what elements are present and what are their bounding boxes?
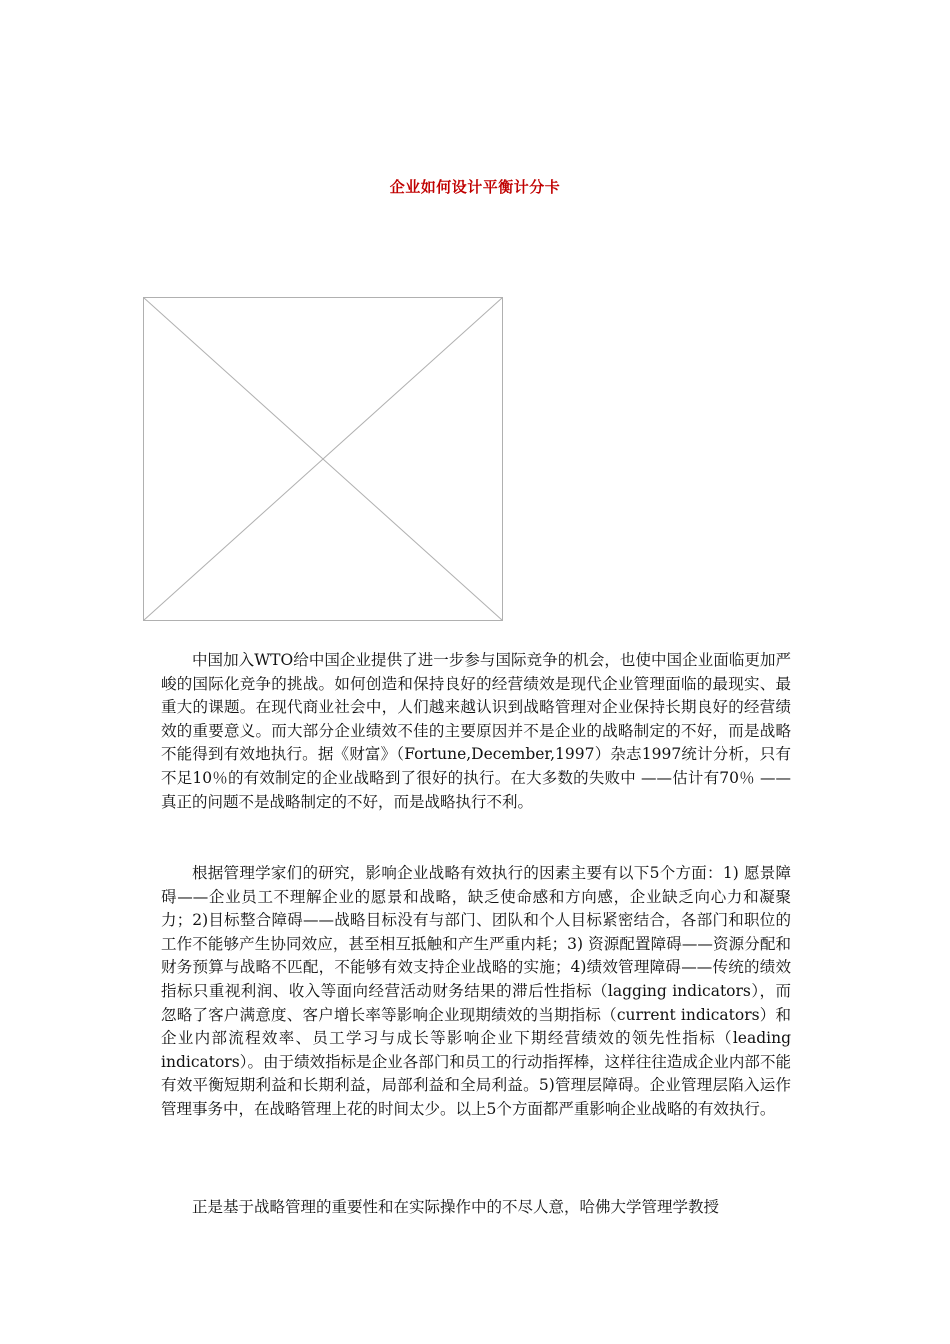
broken-image-icon xyxy=(143,297,503,621)
paragraph-factors: 根据管理学家们的研究，影响企业战略有效执行的因素主要有以下5个方面：1) 愿景障碍——企业员工不理解企业的愿景和战略，缺乏使命感和方向感，企业缺乏向心力和凝聚力；2)目标整合障碍——战略目标没有与部门、团队和个人目标紧密结合，各部门和职位的工作不能够产生协同效应，甚至相互抵触和产生严重内耗；3) 资源配置障碍——资源分配和财务预算与战略不匹配，不能够有效支持企业战略的实施；4)绩效管理障碍——传统的绩效指标只重视利润、收入等面向经营活动财务结果的滞后性指标（lagging indicators），而忽略了客户满意度、客户增长率等影响企业现期绩效的当期指标（current indicators）和企业内部流程效率、员工学习与成长等影响企业下期经营绩效的领先性指标（leading indicators）。由于绩效指标是企业各部门和员工的行动指挥棒，这样往往造成企业内部不能有效平衡短期利益和长期利益，局部利益和全局利益。5)管理层障碍。企业管理层陷入运作管理事务中，在战略管理上花的时间太少。以上5个方面都严重影响企业战略的有效执行。 xyxy=(161,864,791,1118)
document-title: 企业如何设计平衡计分卡 xyxy=(389,178,561,196)
image-placeholder xyxy=(143,297,503,621)
paragraph-continuation: 正是基于战略管理的重要性和在实际操作中的不尽人意，哈佛大学管理学教授 xyxy=(192,1198,720,1216)
paragraph-intro: 中国加入WTO给中国企业提供了进一步参与国际竞争的机会，也使中国企业面临更加严峻的国际化竞争的挑战。如何创造和保持良好的经营绩效是现代企业管理面临的最现实、最重大的课题。在现代商业社会中，人们越来越认识到战略管理对企业保持长期良好的经营绩效的重要意义。而大部分企业绩效不佳的主要原因并不是企业的战略制定的不好，而是战略不能得到有效地执行。据《财富》（Fortune,December,1997）杂志1997统计分析，只有不足10％的有效制定的企业战略到了很好的执行。在大多数的失败中 ——估计有70％ ——真正的问题不是战略制定的不好，而是战略执行不利。 xyxy=(161,651,791,811)
